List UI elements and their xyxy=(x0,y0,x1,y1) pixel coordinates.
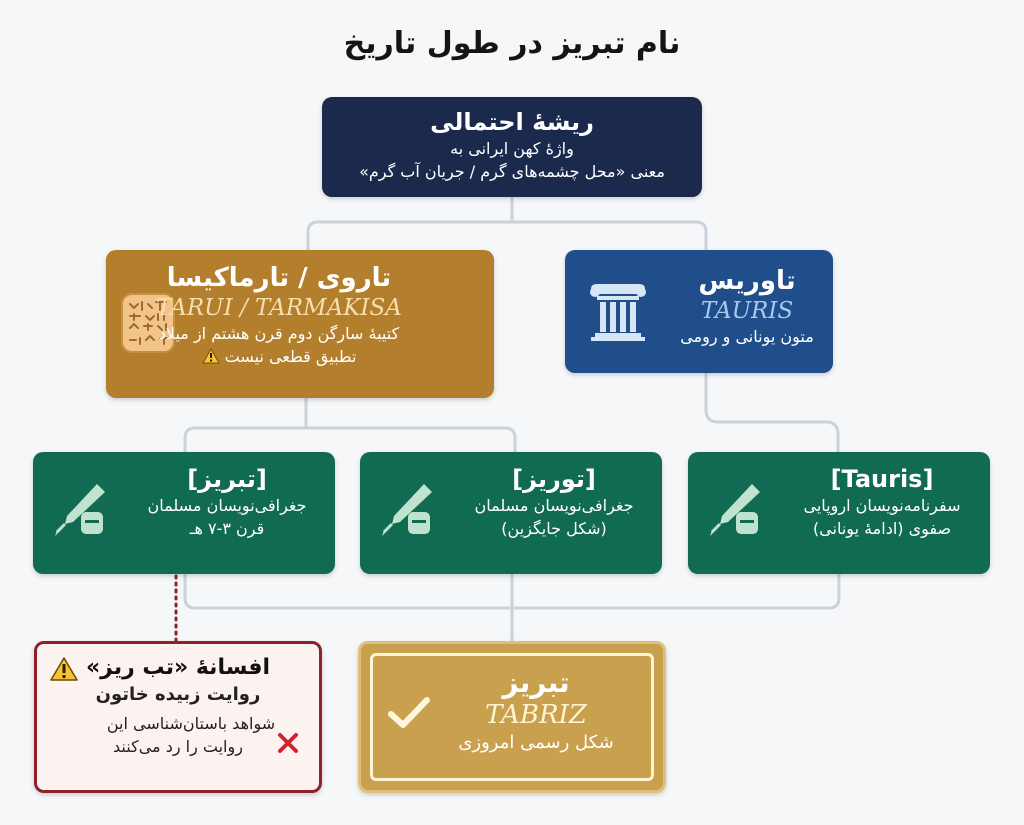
final-line1: شکل رسمی امروزی xyxy=(458,732,614,753)
tauris-european-heading: [Tauris] xyxy=(830,465,934,493)
tavriz-heading: [توریز] xyxy=(512,465,596,493)
quill-ink-icon xyxy=(378,482,436,538)
taravi-node xyxy=(106,250,494,398)
close-icon xyxy=(277,732,299,754)
tauris-european-line1: سفرنامه‌نویسان اروپایی xyxy=(803,496,961,515)
connector-root-to-tauris xyxy=(512,222,706,250)
tavriz-line2: (شکل جایگزین) xyxy=(501,519,607,538)
root-line1: واژهٔ کهن ایرانی به xyxy=(450,139,574,158)
tabriz-muslim-heading: [تبریز] xyxy=(187,465,267,493)
tauris-european-node xyxy=(688,452,990,574)
myth-line2: شواهد باستان‌شناسی این xyxy=(106,714,276,733)
final-latin: TABRIZ xyxy=(485,700,587,730)
taravi-line2: تطبیق قطعی نیست xyxy=(224,347,357,366)
taravi-heading: تاروی / تارماکیسا xyxy=(166,263,392,293)
root-node xyxy=(322,97,702,197)
final-heading: تبریز xyxy=(502,666,570,699)
tabriz-muslim-line1: جغرافی‌نویسان مسلمان xyxy=(147,496,307,515)
root-line2: معنی «محل چشمه‌های گرم / جریان آب گرم» xyxy=(359,162,665,181)
warning-icon xyxy=(202,348,220,364)
taravi-latin: TARUI / TARMAKISA xyxy=(156,295,402,321)
myth-heading: افسانهٔ «تب ریز» xyxy=(85,655,271,680)
tauris-heading: تاوریس xyxy=(698,266,796,296)
tauris-node xyxy=(565,250,833,373)
tauris-european-line2: صفوی (ادامهٔ یونانی) xyxy=(812,519,952,538)
myth-line3: روایت را رد می‌کنند xyxy=(113,737,243,756)
tavriz-node xyxy=(360,452,662,574)
final-node xyxy=(358,641,666,793)
root-heading: ریشهٔ احتمالی xyxy=(430,108,594,136)
taravi-line1: کتیبهٔ سارگن دوم قرن هشتم از میلاد xyxy=(158,324,400,343)
page-title: نام تبریز در طول تاریخ xyxy=(343,26,681,61)
quill-ink-icon xyxy=(51,482,109,538)
connector-root-to-taravi xyxy=(308,222,512,250)
quill-ink-icon xyxy=(706,482,764,538)
connector-taravi-to-tabriz xyxy=(185,428,195,452)
connector-taravi-branch xyxy=(195,428,515,452)
tabriz-muslim-node xyxy=(33,452,335,574)
taravi-line2-row xyxy=(120,345,438,368)
tabriz-muslim-line2: قرن ۳-۷ هـ xyxy=(189,519,265,538)
tauris-line1: متون یونانی و رومی xyxy=(680,327,814,346)
tauris-latin: TAURIS xyxy=(700,298,794,324)
myth-node xyxy=(34,641,322,793)
greek-column-icon xyxy=(587,283,649,341)
tavriz-line1: جغرافی‌نویسان مسلمان xyxy=(474,496,634,515)
connector-tauris-down xyxy=(706,373,838,452)
myth-line1: روایت زبیده خاتون xyxy=(95,684,261,705)
